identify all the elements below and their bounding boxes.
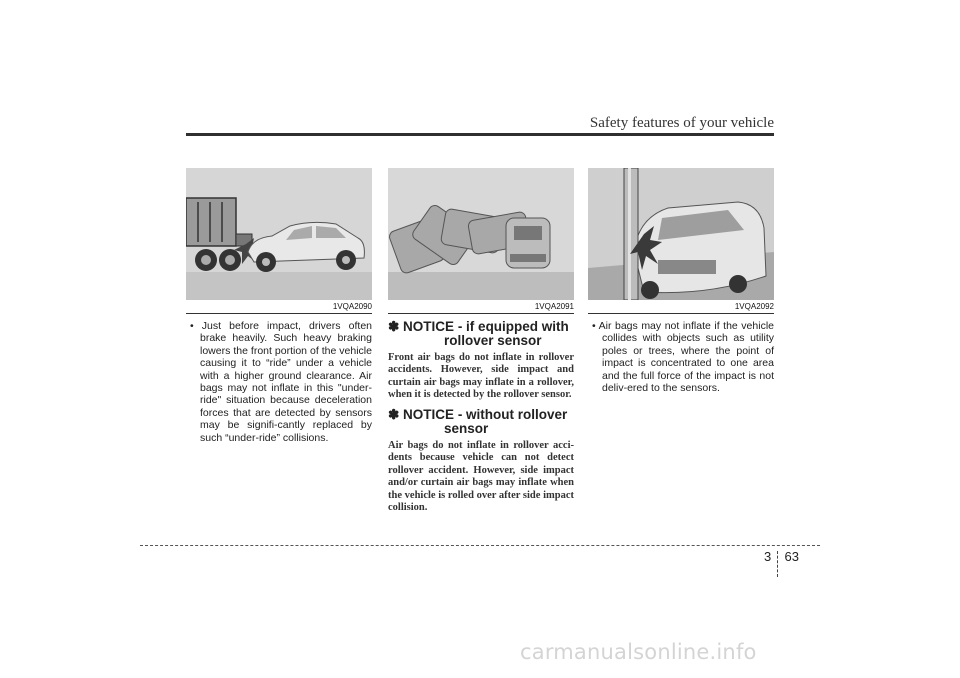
notice-with-sensor [388,320,574,402]
figure-underride [186,168,372,300]
pole-bullet [588,320,774,394]
notice-body: Air bags do not inflate in rollover acci-dents because vehicle can not detect rollover accident. However, side impact and/or curtain air bags may inflate when the vehicle is rolled over after side impact collision. [388,440,574,514]
figure-code: 1VQA2091 [534,302,574,311]
figure-code: 1VQA2090 [332,302,372,311]
pole-bullet-text: • Air bags may not inflate if the vehicle collides with objects such as utility poles or trees, where the point of impact is concentrated to one area and the full force of the impact is not deliv-ered to the sensors. [592,320,774,395]
section-title: Safety features of your vehicle [589,115,774,131]
side-watermark [0,135,1,465]
bottom-watermark: carmanualsonline.info [520,640,757,664]
underride-illustration [186,168,372,300]
footer-rule [140,545,820,546]
chapter-number: 3 [764,549,772,564]
figure-pole [588,168,774,300]
notice-heading [388,408,574,436]
rollover-illustration [388,168,574,300]
underride-bullet [186,320,372,444]
page-number-divider [777,551,778,577]
page-number-value: 63 [784,549,799,564]
notice-without-sensor [388,408,574,514]
notice-heading-line1: ✽ NOTICE - without rollover [388,407,568,422]
figure-rollover [388,168,574,300]
figure-code: 1VQA2092 [734,302,774,311]
underride-bullet-text: • Just before impact, drivers often brake heavily. Such heavy braking lowers the front portion of the vehicle causing it to “ride” under a vehicle with a higher ground clearance. Air bags may not inflate in this "under-ride" situation because deceleration forces that are detected by sensors may be signifi-cantly replaced by such “under-ride” collisions. [190,320,372,444]
header-rule [186,133,774,136]
notice-heading-line2: rollover sensor [444,333,542,348]
figure-rule [588,313,774,314]
notice-body: Front air bags do not inflate in rollover accidents. However, side impact and curtain air bags may inflate in a rollover, when it is detected by the rollover sensor. [388,352,574,401]
notice-heading-line1: ✽ NOTICE - if equipped with [388,319,569,334]
pole-illustration [588,168,774,300]
notice-heading-line2: sensor [444,421,489,436]
page-number [764,549,799,564]
figure-rule [186,313,372,314]
notice-heading [388,320,574,348]
figure-rule [388,313,574,314]
